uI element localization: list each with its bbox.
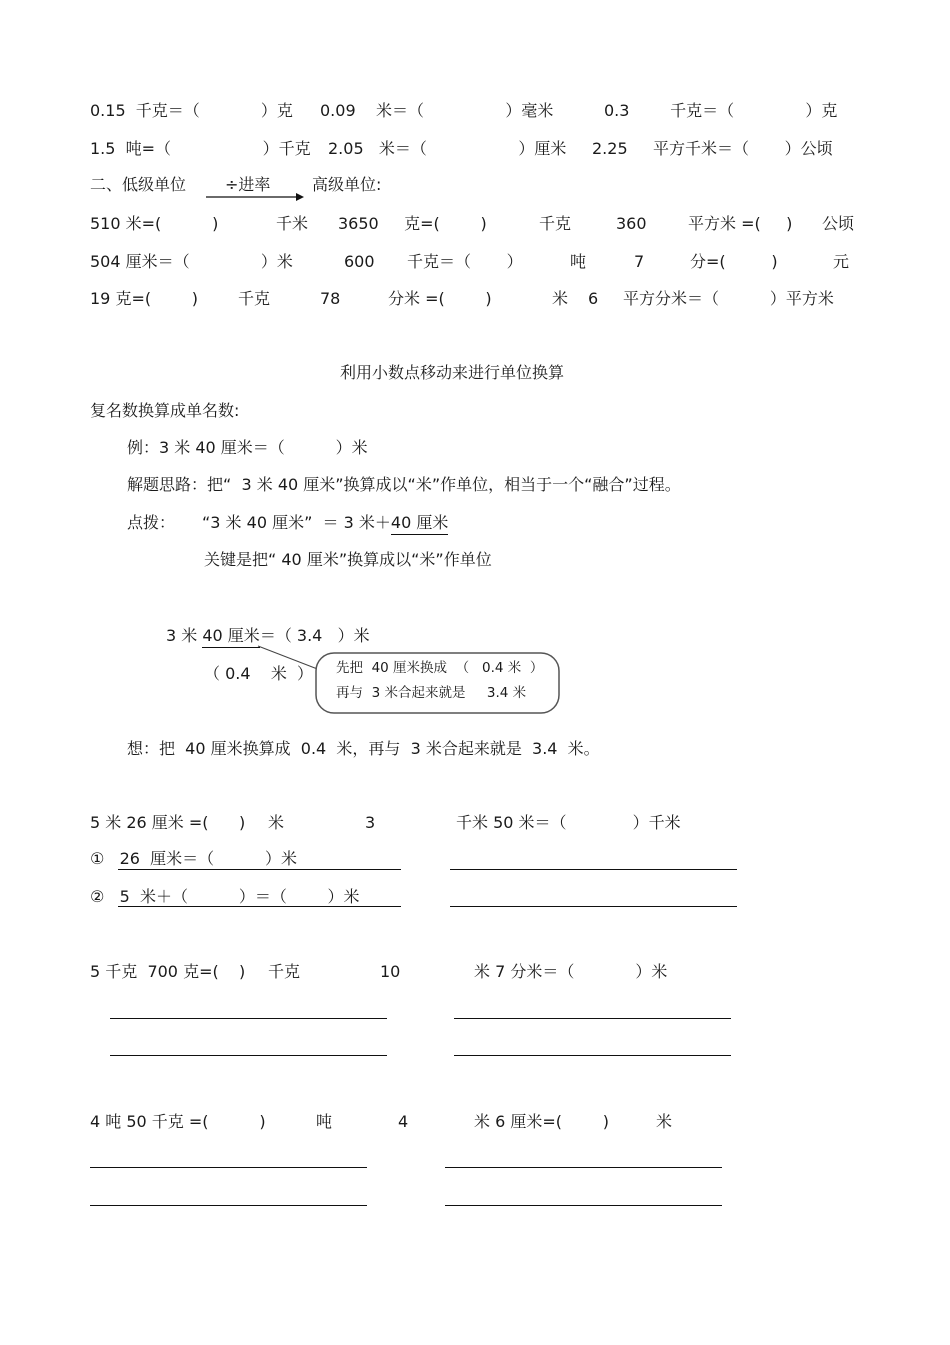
row3-item-f: 平方米 =( ) [688, 214, 793, 233]
hint-line [202, 515, 448, 531]
example-line: 例：3 米 40 厘米＝（ ）米 [127, 438, 368, 457]
q2-item-a: 5 千克 700 克=( ) [90, 962, 246, 981]
worked-suffix: ＝（ 3.4 ）米 [259, 626, 370, 645]
q2-answer-line-2[interactable] [454, 1018, 731, 1019]
idea-line: 解题思路：把“ 3 米 40 厘米”换算成以“米”作单位，相当于一个“融合”过程。 [127, 475, 681, 494]
q1-unit-b: 米 [268, 813, 285, 832]
q1-item-c: 3 [365, 813, 376, 832]
q3-item-c: 4 [398, 1112, 409, 1131]
row1-item-b: 0.09 米＝（ ）毫米 [320, 101, 554, 120]
callout-line-2: 再与 3 米合起来就是 3.4 米 [336, 685, 527, 701]
row3-item-c: 3650 克=( ) [338, 214, 487, 233]
row4-item-b: 600 [344, 252, 375, 271]
q3-unit-e: 米 [656, 1112, 673, 1131]
section-subtitle: 复名数换算成单名数: [90, 401, 240, 420]
row4-item-a: 504 厘米＝（ ）米 [90, 252, 293, 271]
row3-unit-d: 千克 [539, 214, 572, 233]
q3-answer-line-1[interactable] [90, 1167, 367, 1168]
q1-item-d: 千米 50 米＝（ ）千米 [456, 813, 681, 832]
row4-item-e: 7 [634, 252, 645, 271]
q2-answer-line-3[interactable] [110, 1055, 387, 1056]
section2-low-unit: 二、低级单位 [90, 175, 187, 194]
q3-answer-line-2[interactable] [445, 1167, 722, 1168]
row1-item-c: 0.3 千克＝（ ）克 [604, 101, 838, 120]
row5-item-a: 19 克=( ) [90, 289, 199, 308]
q1-step-1: ① 26 厘米＝（ ）米 [90, 849, 297, 868]
row1-item-a: 0.15 千克＝（ ）克 [90, 101, 293, 120]
worked-prefix: 3 米 [166, 626, 203, 645]
row3-item-a: 510 米=( ) [90, 214, 219, 233]
q1-step2-underline [118, 906, 401, 907]
hint-text: “3 米 40 厘米” ＝ 3 米＋ [202, 513, 391, 532]
q1-item-a: 5 米 26 厘米 =( ) [90, 813, 246, 832]
q3-item-d: 米 6 厘米=( ) [474, 1112, 609, 1131]
section-title: 利用小数点移动来进行单位换算 [340, 363, 565, 382]
q1-step1-underline [118, 869, 401, 870]
row5-item-g: 平方分米＝（ ）平方米 [623, 289, 834, 308]
hint-label: 点拨： [127, 513, 176, 532]
worked-line [166, 628, 370, 644]
row5-unit-e: 米 [552, 289, 569, 308]
row3-unit-g: 公顷 [822, 214, 855, 233]
section2-high-unit: 高级单位: [312, 175, 382, 194]
think-line: 想：把 40 厘米换算成 0.4 米，再与 3 米合起来就是 3.4 米。 [127, 739, 600, 758]
q1-answer-line-1[interactable] [450, 869, 737, 870]
q3-unit-b: 吨 [316, 1112, 333, 1131]
row4-item-c: 千克＝（ ） [407, 252, 523, 271]
q2-answer-line-4[interactable] [454, 1055, 731, 1056]
row5-item-f: 6 [588, 289, 599, 308]
row4-unit-g: 元 [833, 252, 850, 271]
worked-sub: （ 0.4 米 ） [204, 664, 314, 683]
section2-arrow-label: ÷进率 [225, 175, 271, 194]
hint-underlined: 40 厘米 [391, 513, 448, 535]
row5-item-c: 78 [320, 289, 341, 308]
key-line: 关键是把“ 40 厘米”换算成以“米”作单位 [204, 550, 492, 569]
q3-answer-line-3[interactable] [90, 1205, 367, 1206]
q2-item-c: 10 [380, 962, 401, 981]
q2-unit-b: 千克 [268, 962, 301, 981]
row5-unit-b: 千克 [238, 289, 271, 308]
q2-item-d: 米 7 分米＝（ ）米 [474, 962, 668, 981]
row2-item-a: 1.5 吨=（ ）千克 [90, 139, 311, 158]
q3-answer-line-4[interactable] [445, 1205, 722, 1206]
row2-item-c: 2.25 平方千米＝（ ）公顷 [592, 139, 833, 158]
q1-answer-line-2[interactable] [450, 906, 737, 907]
row3-unit-b: 千米 [276, 214, 309, 233]
worked-underlined: 40 厘米 [202, 626, 259, 648]
q3-item-a: 4 吨 50 千克 =( ) [90, 1112, 266, 1131]
callout-line-1: 先把 40 厘米换成 （ 0.4 米 ） [336, 660, 544, 676]
arrow-head-icon [296, 193, 304, 201]
row2-item-b: 2.05 米＝（ ）厘米 [328, 139, 567, 158]
row4-item-f: 分=( ) [690, 252, 778, 271]
row3-item-e: 360 [616, 214, 647, 233]
row4-unit-d: 吨 [570, 252, 587, 271]
row5-item-d: 分米 =( ) [388, 289, 492, 308]
q2-answer-line-1[interactable] [110, 1018, 387, 1019]
q1-step-2: ② 5 米＋（ ）＝（ ）米 [90, 887, 360, 906]
